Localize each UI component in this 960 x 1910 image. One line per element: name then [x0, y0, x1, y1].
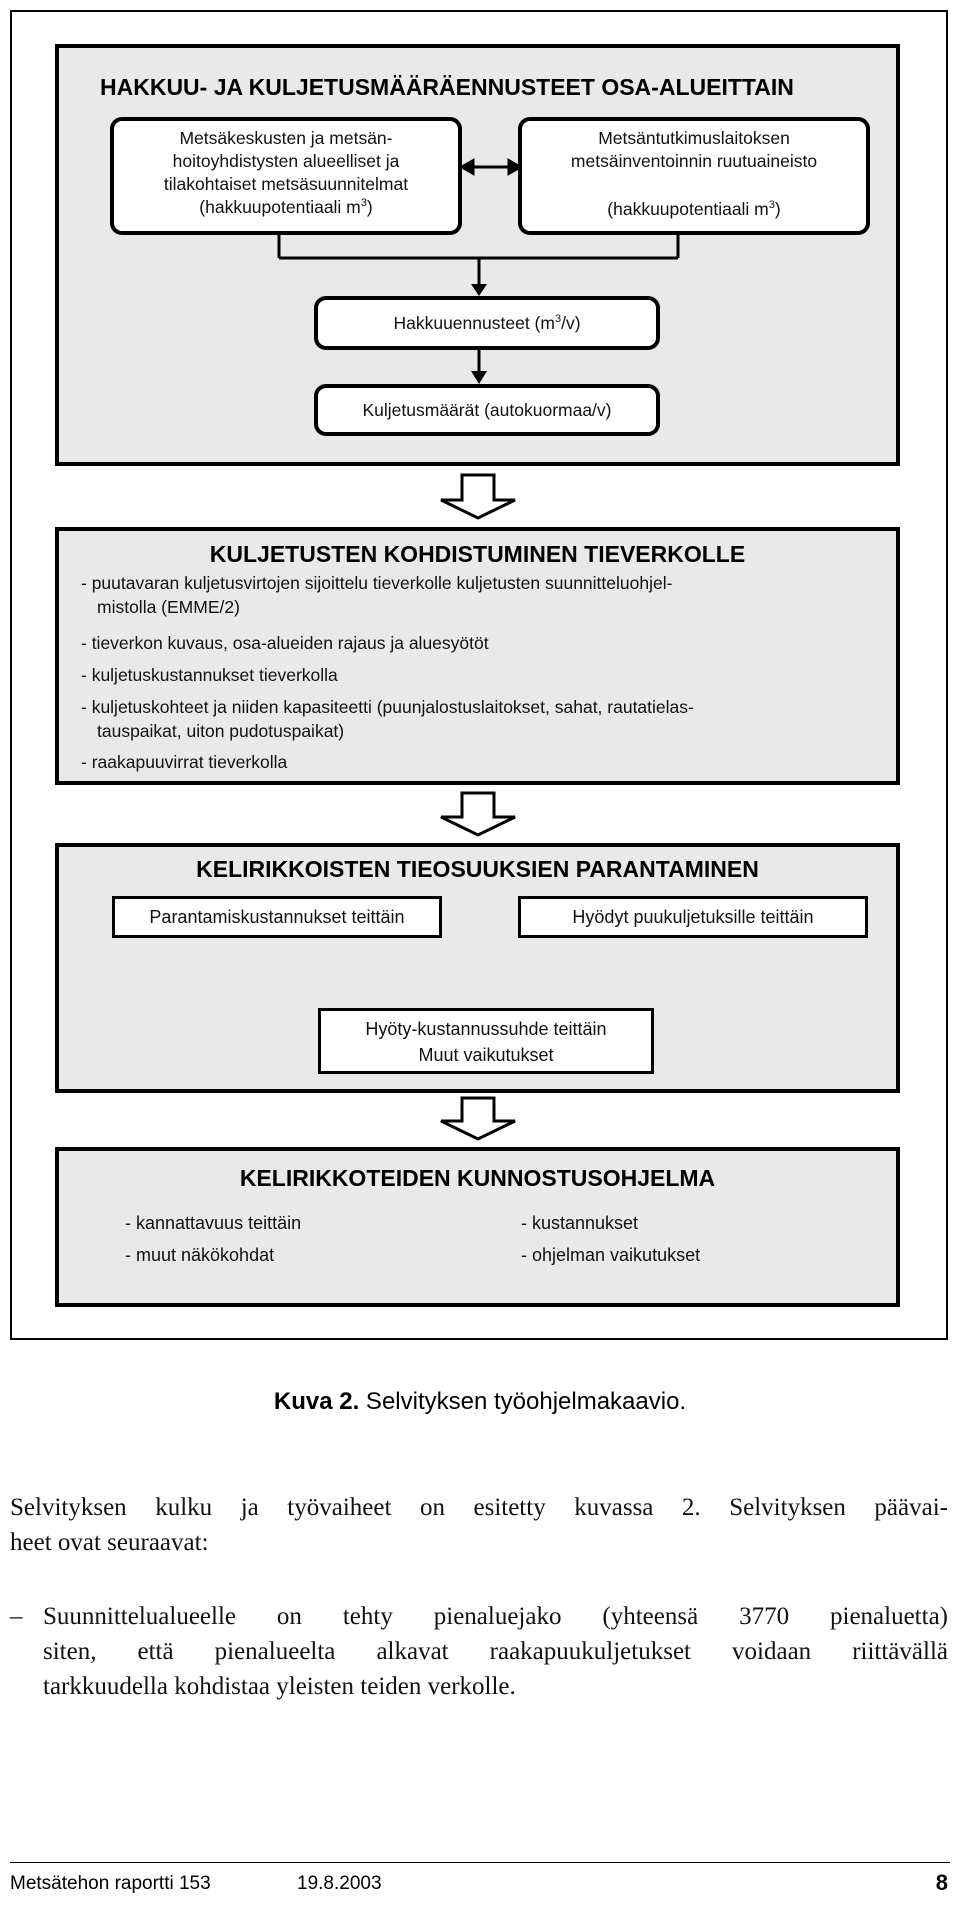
- page-number: 8: [935, 1870, 948, 1895]
- transport-benefits-box: Hyödyt puukuljetuksille teittäin: [518, 896, 868, 938]
- box-line: (hakkuupotentiaali $m^3$): [199, 197, 373, 217]
- box-line: Muut vaikutukset: [418, 1045, 554, 1065]
- box-line: tilakohtaiset metsäsuunnitelmat: [163, 174, 409, 194]
- box-line: metsäinventoinnin ruutuaineisto: [570, 151, 818, 171]
- list-item: - kuljetuskohteet ja niiden kapasiteetti (puunjalostuslaitokset, sahat, rautatielas- tauspaikat, uiton pudotuspaikat): [81, 697, 694, 741]
- list-item: - kustannukset: [521, 1213, 639, 1233]
- forest-plans-box: [110, 117, 462, 235]
- program-panel: [55, 1147, 900, 1307]
- improvement-costs-box: Parantamiskustannukset teittäin: [112, 896, 442, 938]
- footer-report: Metsätehon raportti 153: [10, 1873, 211, 1894]
- list-item: - muut näkökohdat: [125, 1245, 275, 1265]
- box-line: hoitoyhdistysten alueelliset ja: [172, 151, 400, 171]
- list-item: - ohjelman vaikutukset: [521, 1245, 701, 1265]
- footer-date: 19.8.2003: [297, 1873, 382, 1894]
- list-item: - kuljetuskustannukset tieverkolla: [81, 665, 338, 685]
- list-item: - raakapuuvirrat tieverkolla: [81, 752, 288, 772]
- list-item: – Suunnittelualueelle on tehty pienaluejako (yhteensä 3770 pienaluetta) siten, että pienalueelta alkavat raakapuukuljetukset voidaan riittävällä tarkkuudella kohdistaa yleisten teiden verkolle.: [10, 1603, 948, 1700]
- box-line: Metsäntutkimuslaitoksen: [598, 128, 790, 148]
- cost-benefit-box: [318, 1008, 654, 1074]
- panel-title: KELIRIKKOTEIDEN KUNNOSTUSOHJELMA: [239, 1165, 716, 1191]
- program-left-list: [125, 1211, 301, 1267]
- box-line: Metsäkeskusten ja metsän-: [179, 128, 393, 148]
- figure-caption: Kuva 2. Selvityksen työohjelmakaavio.: [273, 1388, 687, 1415]
- panel-title: KULJETUSTEN KOHDISTUMINEN TIEVERKOLLE: [209, 541, 746, 567]
- list-item: - tieverkon kuvaus, osa-alueiden rajaus ja aluesyötöt: [81, 633, 489, 653]
- box-line: Hyöty-kustannussuhde teittäin: [365, 1019, 607, 1039]
- list-item: - kannattavuus teittäin: [125, 1213, 302, 1233]
- list-item: - puutavaran kuljetusvirtojen sijoittelu tieverkolle kuljetusten suunnitteluohjel- mistolla (EMME/2): [81, 573, 673, 617]
- paragraph-line: heet ovat seuraavat:: [10, 1529, 209, 1556]
- allocation-panel: [55, 527, 900, 785]
- harvest-forecast-box: Hakkuuennusteet $(m^3/v)$: [314, 296, 660, 350]
- paragraph-line: Selvityksen kulku ja työvaiheet on esitetty kuvassa 2. Selvityksen päävai-: [10, 1494, 948, 1521]
- footer-rule: [10, 1862, 950, 1863]
- inventory-box: [518, 117, 870, 235]
- box-line: (hakkuupotentiaali $m^3$): [607, 199, 781, 219]
- body-paragraph: [10, 1490, 948, 1560]
- program-right-list: [521, 1211, 700, 1267]
- panel-title: HAKKUU- JA KULJETUSMÄÄRÄENNUSTEET OSA-ALUEITTAIN: [100, 74, 794, 100]
- transport-volume-box: Kuljetusmäärät (autokuormaa/v): [314, 384, 660, 436]
- panel-title: KELIRIKKOISTEN TIEOSUUKSIEN PARANTAMINEN: [196, 856, 759, 882]
